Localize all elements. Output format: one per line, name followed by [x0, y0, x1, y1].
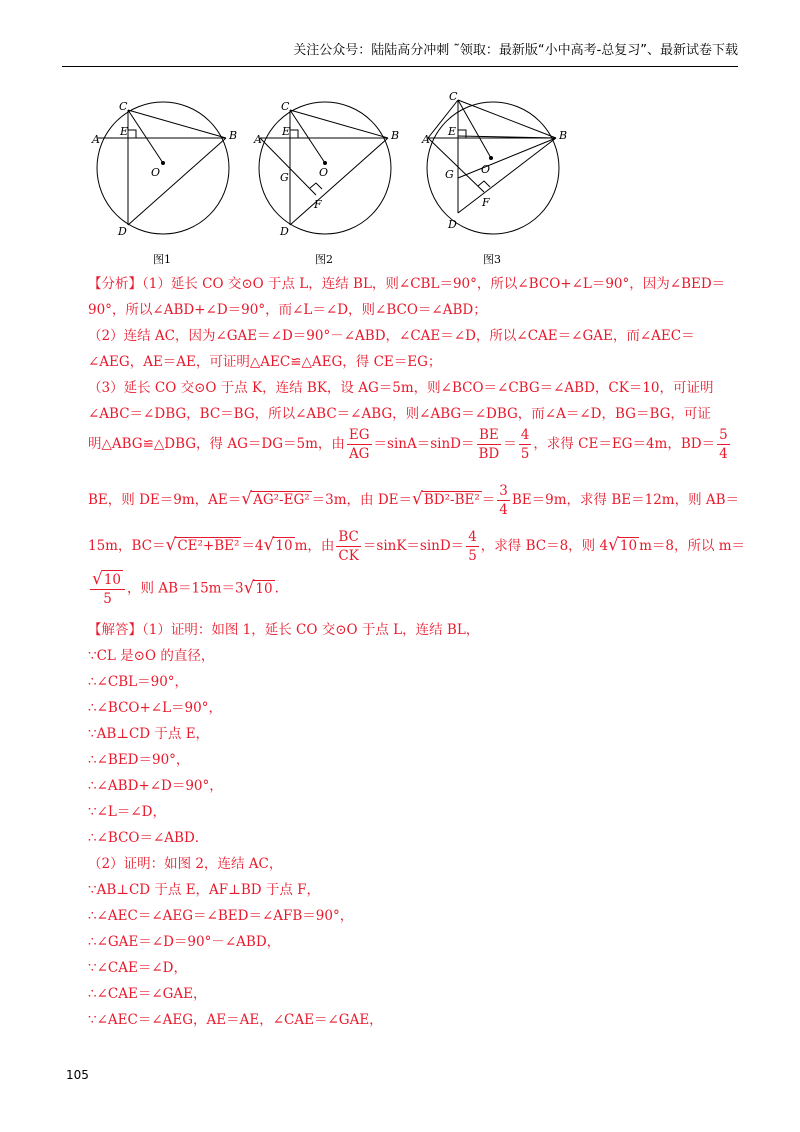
fig1-label-o: O	[151, 166, 161, 179]
fig3-label-o: O	[481, 163, 491, 176]
square-root: 10	[255, 580, 273, 597]
solution-line: ∵∠CAE＝∠D，	[88, 960, 187, 976]
analysis-line-5: （3）延长 CO 交⊙O 于点 K，连结 BK，设 AG＝5m，则∠BCO＝∠CBG＝∠ABD，CK＝10，可证明	[88, 380, 714, 396]
analysis-text: BE＝9m，求得 BE＝12m，则 AB＝	[511, 492, 740, 508]
fig1-caption: 图1	[153, 253, 171, 266]
analysis-text: ＝4	[241, 538, 264, 554]
fig3-label-b: B	[559, 129, 568, 142]
fig3-label-f: F	[482, 196, 490, 209]
analysis-text: ＝	[481, 492, 496, 508]
solution-line: ∴∠BED＝90°，	[88, 752, 190, 768]
fraction: $\frac{4}{5}$	[520, 427, 530, 462]
analysis-text: m，由	[294, 538, 335, 554]
analysis-text: 明△ABG≌△DBG，得 AG＝DG＝5m，由	[88, 436, 345, 452]
fig3-label-a: A	[422, 133, 430, 146]
fraction: $\frac{5}{4}$	[719, 427, 728, 462]
analysis-line-2: 90°，所以∠ABD+∠D＝90°，而∠L＝∠D，则∠BCO＝∠ABD；	[88, 302, 487, 318]
square-root: AG²-EG²	[253, 492, 310, 508]
solution-line: ∴∠AEC＝∠AEG＝∠BED＝∠AFB＝90°，	[88, 908, 354, 924]
fig2-label-d: D	[280, 225, 289, 238]
analysis-text: ，求得 CE＝EG＝4m，BD＝	[533, 436, 716, 452]
solution-line: ∵AB⊥CD 于点 E，AF⊥BD 于点 F，	[88, 882, 321, 898]
fig3-caption: 图3	[483, 253, 501, 266]
fraction: $\frac{√10}{5}$	[90, 570, 125, 608]
square-root: CE²+BE²	[177, 538, 240, 554]
analysis-line-3: （2）连结 AC，因为∠GAE＝∠D＝90°－∠ABD，∠CAE＝∠D，所以∠CAE＝∠GAE，而∠AEC＝	[88, 328, 695, 344]
fig2-label-c: C	[281, 100, 290, 113]
fig1-label-a: A	[92, 133, 100, 146]
figure-3	[427, 100, 559, 234]
fig1-label-e: E	[120, 125, 129, 138]
fraction: $\frac{BC}{CK}$	[338, 529, 359, 564]
fraction: $\frac{4}{5}$	[468, 529, 477, 564]
analysis-line-10: $\frac{√10}{5}$ ，则 AB＝15m＝3√10 .	[92, 569, 279, 607]
solution-line: 【解答】（1）证明：如图 1，延长 CO 交⊙O 于点 L，连结 BL，	[88, 622, 480, 638]
fig3-label-d: D	[448, 218, 457, 231]
analysis-text: ，求得 BC＝8，则 4	[480, 538, 609, 554]
fig2-caption: 图2	[315, 253, 333, 266]
solution-line: ∵CL 是⊙O 的直径，	[88, 648, 215, 664]
fig3-label-c: C	[449, 90, 458, 103]
solution-line: ∴∠BCO+∠L＝90°，	[88, 700, 222, 716]
fig1-label-d: D	[118, 225, 127, 238]
geometry-figures	[85, 88, 605, 270]
fig2-label-g: G	[280, 171, 289, 184]
analysis-text: ，则 AB＝15m＝3	[127, 580, 244, 597]
square-root: 10	[619, 538, 638, 554]
analysis-line-9: 15m，BC＝√CE²+BE² ＝4√10 m，由 $\frac{BC}{CK}$ ＝sinK＝sinD＝ $\frac{4}{5}$ ，求得 BC＝8，则 4√10 m＝8，所以 m＝	[88, 529, 746, 564]
solution-line: ∴∠CBL＝90°，	[88, 674, 189, 690]
solution-line: ∴∠ABD+∠D＝90°，	[88, 778, 223, 794]
fig2-label-a: A	[254, 133, 262, 146]
analysis-text: BE，则 DE＝9m，AE＝	[88, 492, 242, 508]
solution-line: （2）证明：如图 2，连结 AC，	[88, 856, 283, 872]
analysis-line-7	[88, 426, 732, 463]
analysis-text: ＝3m，由 DE＝	[311, 492, 413, 508]
solution-line: ∴∠GAE＝∠D＝90°－∠ABD，	[88, 934, 281, 950]
fig3-label-e: E	[448, 125, 457, 138]
analysis-text: ＝	[503, 436, 517, 452]
fig1-label-c: C	[119, 100, 128, 113]
fraction: $\frac{EG}{AG}$	[348, 427, 370, 462]
square-root: BD²-BE²	[423, 492, 480, 508]
page-header: 关注公众号：陆陆高分冲刺 ˜领取：最新版“小中高考-总复习”、最新试卷下载	[62, 40, 738, 67]
analysis-text: ＝sinA＝sinD＝	[373, 436, 475, 452]
fig3-label-g: G	[445, 168, 454, 181]
fig2-label-e: E	[282, 125, 291, 138]
page-number: 105	[66, 1068, 89, 1082]
fig2-label-o: O	[319, 166, 329, 179]
fig2-label-b: B	[391, 129, 400, 142]
solution-line: ∵AB⊥CD 于点 E，	[88, 726, 210, 742]
analysis-line-1: 【分析】（1）延长 CO 交⊙O 于点 L，连结 BL，则∠CBL＝90°，所以∠BCO+∠L＝90°，因为∠BED＝	[88, 276, 726, 292]
solution-line: ∵∠L＝∠D，	[88, 804, 167, 820]
fig2-label-f: F	[314, 198, 322, 211]
analysis-line-8: BE，则 DE＝9m，AE＝√AG²-EG² ＝3m，由 DE＝√BD²-BE² ＝ $\frac{3}{4}$ BE＝9m，求得 BE＝12m，则 AB＝	[88, 483, 740, 518]
analysis-text: ＝sinK＝sinD＝	[362, 538, 465, 554]
fig1-label-b: B	[229, 129, 238, 142]
analysis-text: .	[274, 580, 279, 597]
solution-line: ∵∠AEC＝∠AEG，AE＝AE，∠CAE＝∠GAE，	[88, 1012, 383, 1028]
figure-1	[97, 102, 229, 234]
analysis-text: m＝8，所以 m＝	[639, 538, 746, 554]
solution-line: ∴∠BCO＝∠ABD．	[88, 830, 209, 846]
analysis-line-4: ∠AEG，AE＝AE，可证明△AEC≌△AEG，得 CE＝EG；	[88, 354, 442, 370]
analysis-text: 15m，BC＝	[88, 538, 166, 554]
fraction: $\frac{BE}{BD}$	[478, 427, 500, 462]
solution-line: ∴∠CAE＝∠GAE，	[88, 986, 207, 1002]
square-root: 10	[275, 538, 293, 554]
analysis-line-6: ∠ABC＝∠DBG，BC＝BG，所以∠ABC＝∠ABG，则∠ABG＝∠DBG，而∠A＝∠D，BG＝BG，可证	[88, 406, 711, 422]
fraction: $\frac{3}{4}$	[499, 483, 508, 518]
